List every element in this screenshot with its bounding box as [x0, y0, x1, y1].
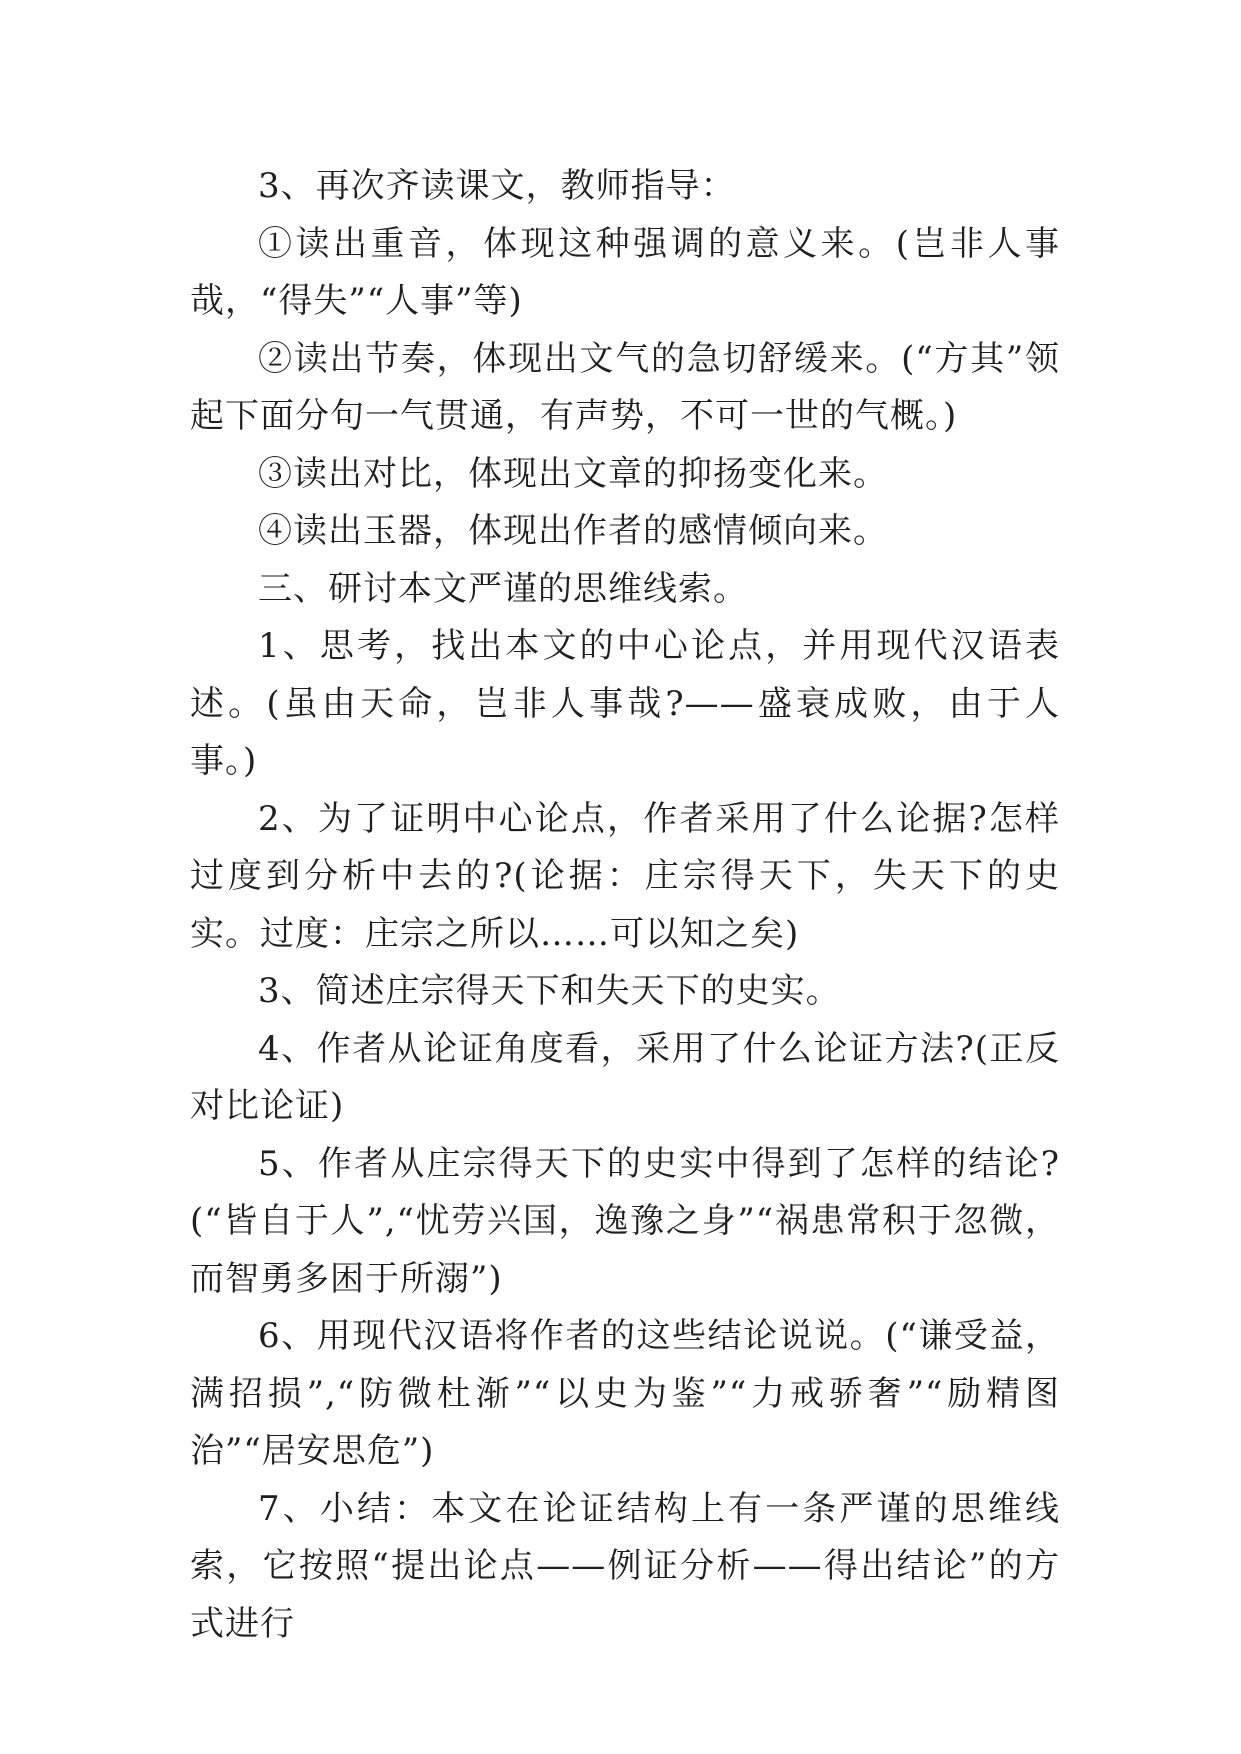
- paragraph-rhythm-reading: ②读出节奏，体现出文气的急切舒缓来。(“方其”领起下面分句一气贯通，有声势，不可一世的气概。): [190, 338, 1060, 436]
- paragraph-summary: 7、小结：本文在论证结构上有一条严谨的思维线索，它按照“提出论点——例证分析——得出结论”的方式进行: [190, 1488, 1060, 1644]
- paragraph-modern-chinese-conclusions: 6、用现代汉语将作者的这些结论说说。(“谦受益，满招损”,“防微杜渐”“以史为鉴”“力戒骄奢”“励精图治”“居安思危”): [190, 1316, 1060, 1471]
- paragraph-reread-instruction: 3、再次齐读课文，教师指导：: [258, 166, 736, 206]
- document-body: [190, 158, 1060, 1653]
- section-heading-thinking-clues: 三、研讨本文严谨的思维线索。: [258, 568, 748, 609]
- paragraph-stress-reading: ①读出重音，体现这种强调的意义来。(岂非人事哉，“得失”“人事”等): [190, 223, 1060, 321]
- paragraph-evidence-question: 2、为了证明中心论点，作者采用了什么论据?怎样过度到分析中去的?(论据：庄宗得天下，失天下的史实。过度：庄宗之所以……可以知之矣): [190, 798, 1060, 954]
- paragraph-historical-facts: 3、简述庄宗得天下和失天下的史实。: [258, 971, 841, 1011]
- paragraph-emotion-reading: ④读出玉器，体现出作者的感情倾向来。: [258, 511, 888, 551]
- paragraph-contrast-reading: ③读出对比，体现出文章的抑扬变化来。: [258, 453, 888, 494]
- paragraph-conclusion-question: 5、作者从庄宗得天下的史实中得到了怎样的结论?(“皆自于人”,“忧劳兴国，逸豫之身”“祸患常积于忽微，而智勇多困于所溺”): [190, 1143, 1060, 1299]
- paragraph-central-argument: 1、思考，找出本文的中心论点，并用现代汉语表述。(虽由天命，岂非人事哉?——盛衰成败，由于人事。): [190, 626, 1060, 781]
- paragraph-argument-method: 4、作者从论证角度看，采用了什么论证方法?(正反对比论证): [190, 1028, 1060, 1126]
